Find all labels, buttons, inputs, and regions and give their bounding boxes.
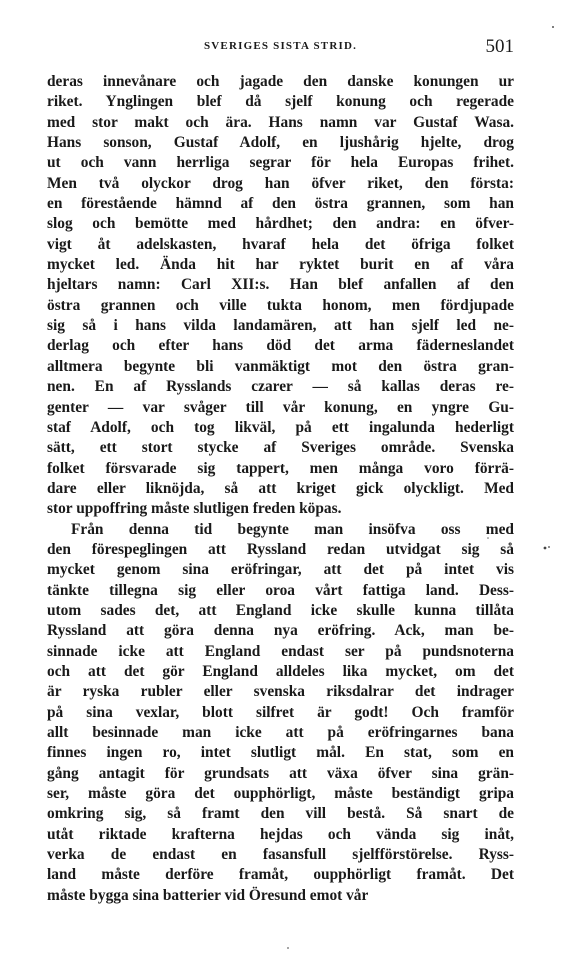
text-line: derlag och efter hans död det arma fäderneslandet <box>47 337 514 355</box>
text-line: stor uppoffring måste slutligen freden köpas. <box>47 500 342 518</box>
text-line: dare eller liknöjda, så att kriget gick olyckligt. Med <box>47 479 514 497</box>
text-line: och att det gör England alldeles lika mycket, om det <box>47 662 514 680</box>
text-line: staf Adolf, och tog likväl, på ett ingalunda hederligt <box>47 418 514 436</box>
text-line: är ryska rubler eller svenska riksdalrar det indrager <box>47 683 514 701</box>
text-line: deras innevånare och jagade den danske konungen ur <box>47 73 514 90</box>
text-line: utåt riktade krafterna hejdas och vända sig inåt, <box>47 825 514 843</box>
text-line: på sina vexlar, blott silfret är godt! Och framför <box>47 703 514 721</box>
text-line: folket försvarade sig tappert, men många voro förrä- <box>47 459 514 477</box>
text-line: allt besinnade man icke att på eröfringarnes bana <box>47 724 514 741</box>
text-line: riket. Ynglingen blef då sjelf konung och regerade <box>47 93 514 111</box>
text-line: nen. En af Rysslands czarer — så kallas deras re- <box>47 378 514 396</box>
text-line: Från denna tid begynte man insöfva oss med <box>71 520 514 538</box>
text-line: utom sades det, att England icke skulle kunna tillåta <box>47 601 514 619</box>
ink-speck <box>552 26 554 28</box>
text-line: sig så i hans vilda landamären, att han sjelf led ne- <box>47 317 514 335</box>
text-line: finnes ingen ro, intet slutligt mål. En stat, som en <box>47 744 514 762</box>
text-line: omkring sig, så framt den vill bestå. Så snart de <box>47 805 514 823</box>
page-number: 501 <box>485 36 514 57</box>
text-line: hjeltars namn: Carl XII:s. Han blef anfallen af den <box>47 276 514 294</box>
text-line: mycket genom sina eröfringar, att det på intet vis <box>47 561 514 579</box>
text-line: land måste derföre framåt, oupphörligt framåt. Det <box>47 866 514 884</box>
text-line: Men två olyckor drog han öfver riket, den första: <box>47 174 514 192</box>
text-line: ut och vann herrliga segrar för hela Europas frihet. <box>47 154 514 172</box>
text-line: sätt, ett stort stycke af Sveriges område. Svenska <box>47 439 514 457</box>
text-line: Hans sonson, Gustaf Adolf, en ljushårig hjelte, drog <box>47 134 514 152</box>
ink-speck <box>548 546 550 548</box>
text-line: alltmera begynte bli vanmäktigt mot den östra gran- <box>47 357 514 375</box>
text-line: den förespeglingen att Ryssland redan utvidgat sig så <box>47 540 514 558</box>
body-text <box>47 72 514 906</box>
text-line: gång antagit för grundsats att växa öfver sina grän- <box>47 764 514 782</box>
text-line: östra grannen och ville tukta honom, men fördjupade <box>47 296 514 314</box>
text-line: måste bygga sina batterier vid Öresund emot vår <box>47 886 369 904</box>
ink-speck <box>287 947 289 949</box>
running-head: SVERIGES SISTA STRID. <box>203 40 358 52</box>
text-line: slog och bemötte med hårdhet; den andra: en öfver- <box>47 215 514 233</box>
text-line: mycket led. Ända hit har ryktet burit en af våra <box>47 256 514 274</box>
ink-speck <box>544 547 547 550</box>
text-line: Ryssland att göra denna nya eröfring. Ack, man be- <box>47 622 514 640</box>
text-line: verka de endast en fasansfull sjelfförstörelse. Ryss- <box>47 846 514 864</box>
text-line: vigt åt adelskasten, hvaraf hela det öfriga folket <box>47 235 514 253</box>
text-line: tänkte tillegna sig eller oroa vårt fattiga land. Dess- <box>47 581 514 599</box>
paragraph <box>47 520 514 907</box>
text-line: sinnade icke att England endast ser på pundsnoterna <box>47 642 514 660</box>
paragraph <box>47 72 514 520</box>
text-line: en förestående hämnd af den östra grannen, som han <box>47 195 514 213</box>
text-line: med stor makt och ära. Hans namn var Gustaf Wasa. <box>47 113 514 131</box>
text-line: ser, måste göra det oupphörligt, måste beständigt gripa <box>47 785 514 803</box>
page-header <box>47 36 514 58</box>
text-line: genter — var svåger till vår konung, en yngre Gu- <box>47 398 514 416</box>
